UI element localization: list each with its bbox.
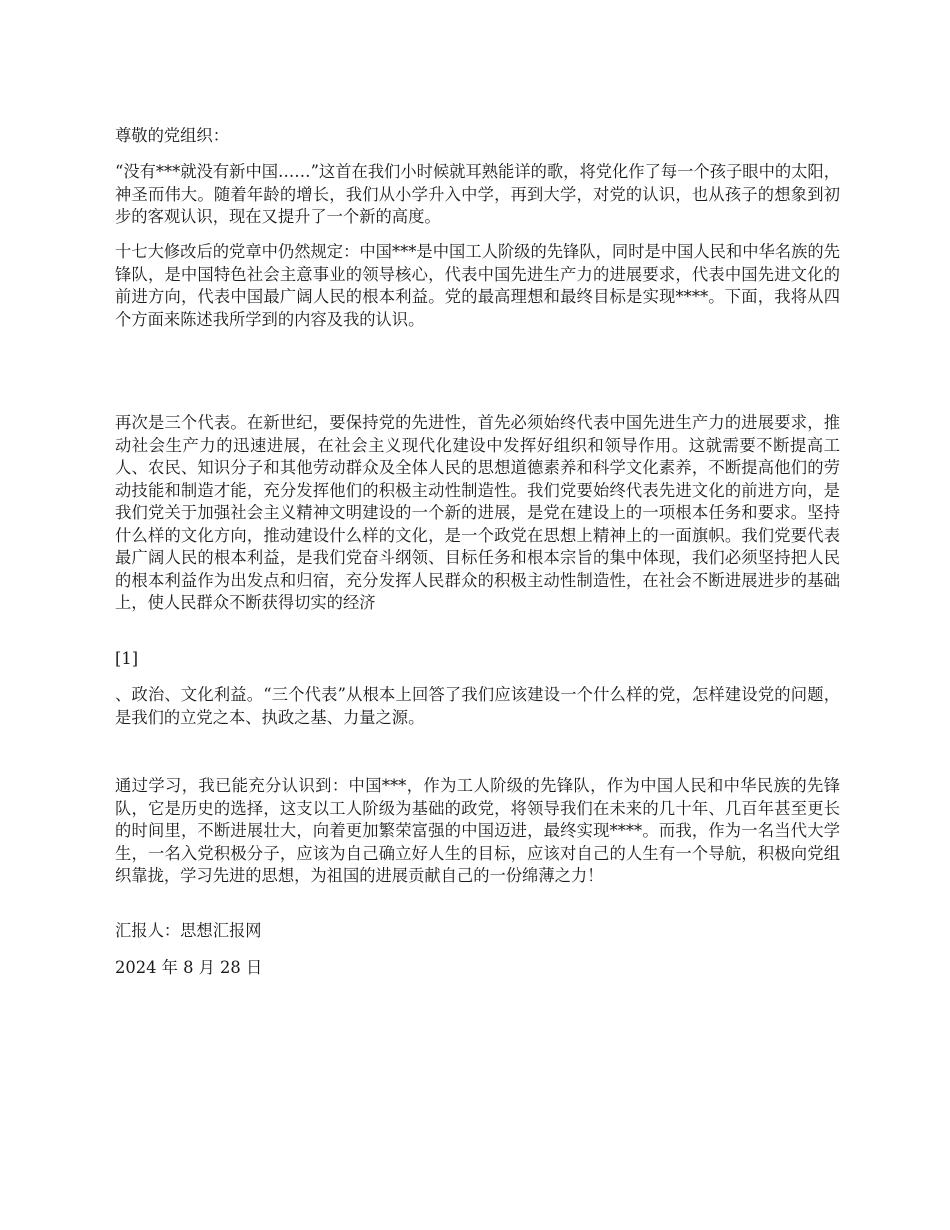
paragraph-intro: “没有***就没有新中国……”这首在我们小时候就耳熟能详的歌，将党化作了每一个孩子眼中的太阳，神圣而伟大。随着年龄的增长，我们从小学升入中学，再到大学，对党的认识，也从孩子的想象到初步的客观认识，现在又提升了一个新的高度。 [115,162,840,226]
paragraph-conclusion: 通过学习，我已能充分认识到：中国***，作为工人阶级的先锋队，作为中国人民和中华民族的先锋队，它是历史的选择，这支以工人阶级为基础的政党，将领导我们在未来的几十年、几百年甚至更长的时间里，不断进展壮大，向着更加繁荣富强的中国迈进，最终实现****。而我，作为一名当代大学生，一名入党积极分子，应该为自己确立好人生的目标，应该对自己的人生有一个导航，积极向党组织靠拢，学习先进的思想，为祖国的进展贡献自己的一份绵薄之力！ [115,776,840,885]
footnote-reference: [1] [115,649,139,668]
paragraph-party-constitution: 十七大修改后的党章中仍然规定：中国***是中国工人阶级的先锋队，同时是中国人民和中华名族的先锋队，是中国特色社会主意事业的领导核心，代表中国先进生产力的进展要求，代表中国先进文化的前进方向，代表中国最广阔人民的根本利益。党的最高理想和最终目标是实现****。下面，我将从四个方面来陈述我所学到的内容及我的认识。 [115,242,840,329]
paragraph-three-represents: 再次是三个代表。在新世纪，要保持党的先进性，首先必须始终代表中国先进生产力的进展要求，推动社会生产力的迅速进展，在社会主义现代化建设中发挥好组织和领导作用。这就需要不断提高工人、农民、知识分子和其他劳动群众及全体人民的思想道德素养和科学文化素养，不断提高他们的劳动技能和制造才能，充分发挥他们的积极主动性制造性。我们党要始终代表先进文化的前进方向，是我们党关于加强社会主义精神文明建设的一个新的进展，是党在建设上的一项根本任务和要求。坚持什么样的文化方向，推动建设什么样的文化，是一个政党在思想上精神上的一面旗帜。我们党要代表最广阔人民的根本利益，是我们党奋斗纲领、目标任务和根本宗旨的集中体现，我们必须坚持把人民的根本利益作为出发点和归宿，充分发挥人民群众的积极主动性制造性，在社会不断进展进步的基础上，使人民群众不断获得切实的经济 [115,413,840,612]
salutation: 尊敬的党组织： [115,126,229,145]
date: 2024 年 8 月 28 日 [115,958,263,977]
paragraph-continuation: 、政治、文化利益。“三个代表”从根本上回答了我们应该建设一个什么样的党，怎样建设党的问题，是我们的立党之本、执政之基、力量之源。 [115,685,840,727]
signature: 汇报人：思想汇报网 [115,921,262,940]
